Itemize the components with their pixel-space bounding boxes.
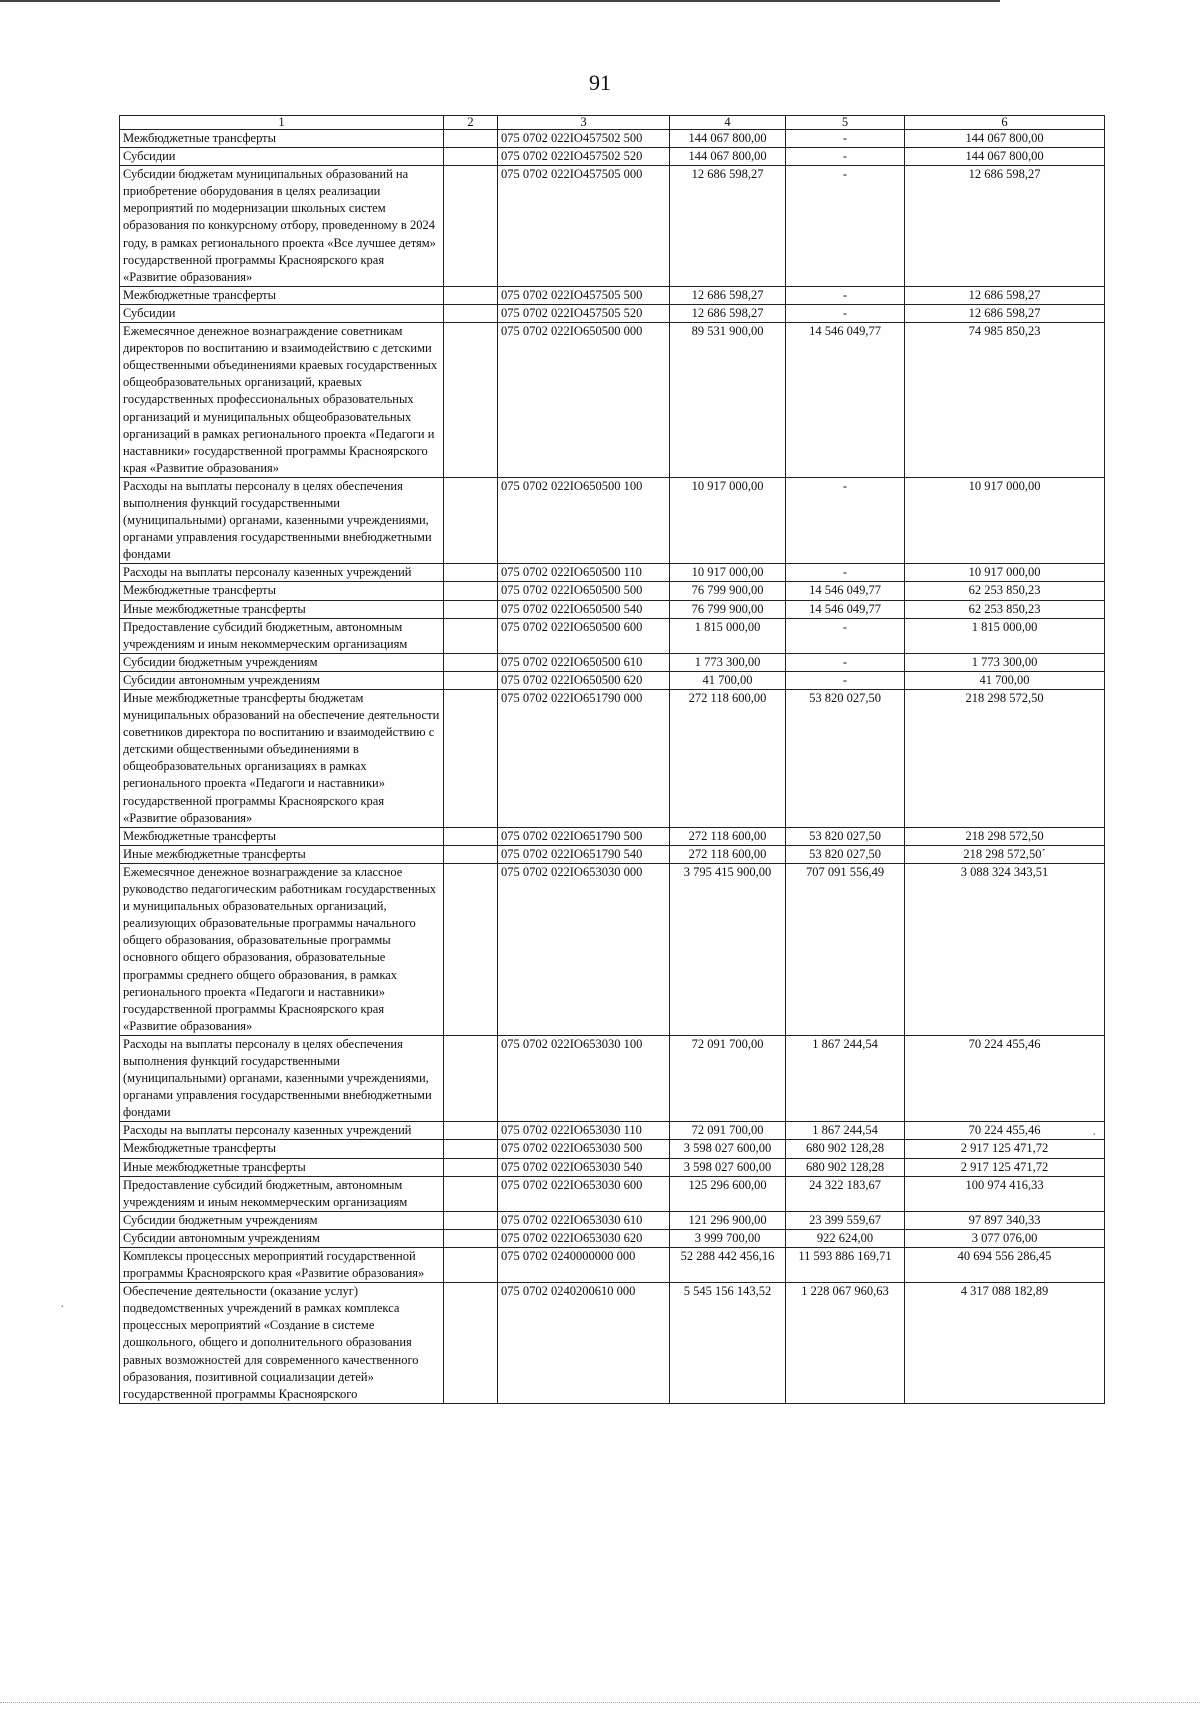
row-amount-col4: 12 686 598,27 xyxy=(670,166,786,287)
row-col2 xyxy=(444,1140,498,1158)
row-code: 075 0702 022IО653030 110 xyxy=(498,1122,670,1140)
row-description: Расходы на выплаты персоналу казенных учреждений xyxy=(120,1122,444,1140)
row-code: 075 0702 022IО457505 500 xyxy=(498,286,670,304)
row-amount-col6: 10 917 000,00 xyxy=(905,477,1105,563)
row-amount-col6: 12 686 598,27 xyxy=(905,304,1105,322)
row-amount-col5: 24 322 183,67 xyxy=(786,1176,905,1211)
row-amount-col4: 1 815 000,00 xyxy=(670,618,786,653)
row-amount-col5: - xyxy=(786,618,905,653)
row-amount-col4: 3 999 700,00 xyxy=(670,1229,786,1247)
row-description: Субсидии автономным учреждениям xyxy=(120,671,444,689)
row-amount-col5: - xyxy=(786,304,905,322)
header-col-5: 5 xyxy=(786,116,905,130)
row-description: Субсидии xyxy=(120,148,444,166)
row-col2 xyxy=(444,1229,498,1247)
table-row xyxy=(120,1211,1105,1229)
row-code: 075 0702 022IО653030 100 xyxy=(498,1035,670,1121)
row-amount-col4: 12 686 598,27 xyxy=(670,286,786,304)
row-amount-col5: 53 820 027,50 xyxy=(786,690,905,828)
row-code: 075 0702 022IО650500 110 xyxy=(498,564,670,582)
row-code: 075 0702 022IО650500 500 xyxy=(498,582,670,600)
bottom-scan-line xyxy=(0,1702,1200,1703)
row-amount-col6: 41 700,00 xyxy=(905,671,1105,689)
row-code: 075 0702 022IО650500 620 xyxy=(498,671,670,689)
row-amount-col4: 3 598 027 600,00 xyxy=(670,1158,786,1176)
row-col2 xyxy=(444,582,498,600)
row-code: 075 0702 022IО653030 540 xyxy=(498,1158,670,1176)
row-amount-col5: 14 546 049,77 xyxy=(786,600,905,618)
row-description: Предоставление субсидий бюджетным, автономным учреждениям и иным некоммерческим организациям xyxy=(120,1176,444,1211)
row-amount-col5: - xyxy=(786,286,905,304)
row-amount-col6: 100 974 416,33 xyxy=(905,1176,1105,1211)
row-col2 xyxy=(444,845,498,863)
table-row xyxy=(120,304,1105,322)
row-amount-col4: 41 700,00 xyxy=(670,671,786,689)
row-amount-col4: 76 799 900,00 xyxy=(670,582,786,600)
row-amount-col4: 144 067 800,00 xyxy=(670,130,786,148)
row-col2 xyxy=(444,166,498,287)
row-amount-col5: 680 902 128,28 xyxy=(786,1140,905,1158)
budget-table xyxy=(119,115,1105,1404)
row-description: Субсидии автономным учреждениям xyxy=(120,1229,444,1247)
row-col2 xyxy=(444,827,498,845)
table-row xyxy=(120,671,1105,689)
row-description: Межбюджетные трансферты xyxy=(120,582,444,600)
table-row xyxy=(120,1176,1105,1211)
row-code: 075 0702 022IО653030 600 xyxy=(498,1176,670,1211)
row-amount-col5: - xyxy=(786,130,905,148)
table-row xyxy=(120,845,1105,863)
row-description: Иные межбюджетные трансферты xyxy=(120,1158,444,1176)
row-description: Межбюджетные трансферты xyxy=(120,286,444,304)
row-description: Иные межбюджетные трансферты бюджетам муниципальных образований на обеспечение деятельности советников директора по воспитанию и взаимодействию с детскими общественными объединениями в общеобразовательных организациях в рамках регионального проекта «Педагоги и наставники» государственной программы Красноярского края «Развитие образования» xyxy=(120,690,444,828)
header-col-6: 6 xyxy=(905,116,1105,130)
row-amount-col6: 218 298 572,50´ xyxy=(905,845,1105,863)
row-code: 075 0702 022IО457502 520 xyxy=(498,148,670,166)
row-amount-col6: 1 815 000,00 xyxy=(905,618,1105,653)
row-amount-col6: 1 773 300,00 xyxy=(905,653,1105,671)
row-description: Межбюджетные трансферты xyxy=(120,130,444,148)
row-amount-col5: 1 867 244,54 xyxy=(786,1122,905,1140)
row-description: Комплексы процессных мероприятий государственной программы Красноярского края «Развитие образования» xyxy=(120,1248,444,1283)
row-amount-col4: 72 091 700,00 xyxy=(670,1122,786,1140)
row-amount-col6: 2 917 125 471,72 xyxy=(905,1158,1105,1176)
row-amount-col5: 1 867 244,54 xyxy=(786,1035,905,1121)
row-col2 xyxy=(444,477,498,563)
row-amount-col4: 52 288 442 456,16 xyxy=(670,1248,786,1283)
row-col2 xyxy=(444,1283,498,1404)
row-amount-col6: 144 067 800,00 xyxy=(905,130,1105,148)
row-col2 xyxy=(444,1176,498,1211)
row-amount-col6: 10 917 000,00 xyxy=(905,564,1105,582)
row-col2 xyxy=(444,286,498,304)
table-row xyxy=(120,1035,1105,1121)
row-amount-col6: 70 224 455,46 xyxy=(905,1035,1105,1121)
row-amount-col5: - xyxy=(786,477,905,563)
scan-dot: · xyxy=(60,1300,65,1315)
table-row xyxy=(120,1248,1105,1283)
row-col2 xyxy=(444,304,498,322)
row-description: Расходы на выплаты персоналу в целях обеспечения выполнения функций государственными (муниципальными) органами, казенными учреждениями, органами управления государственными внебюджетными фондами xyxy=(120,477,444,563)
row-col2 xyxy=(444,1035,498,1121)
row-amount-col6: 97 897 340,33 xyxy=(905,1211,1105,1229)
row-amount-col6: 12 686 598,27 xyxy=(905,286,1105,304)
row-code: 075 0702 022IО650500 000 xyxy=(498,323,670,478)
row-amount-col6: 12 686 598,27 xyxy=(905,166,1105,287)
row-amount-col5: - xyxy=(786,564,905,582)
row-amount-col6: 40 694 556 286,45 xyxy=(905,1248,1105,1283)
row-amount-col4: 272 118 600,00 xyxy=(670,690,786,828)
row-description: Субсидии бюджетным учреждениям xyxy=(120,1211,444,1229)
row-amount-col4: 12 686 598,27 xyxy=(670,304,786,322)
table-row xyxy=(120,1283,1105,1404)
row-amount-col6: 62 253 850,23 xyxy=(905,600,1105,618)
row-code: 075 0702 022IО457505 000 xyxy=(498,166,670,287)
row-amount-col5: 680 902 128,28 xyxy=(786,1158,905,1176)
table-row xyxy=(120,582,1105,600)
row-amount-col5: 14 546 049,77 xyxy=(786,582,905,600)
row-amount-col4: 272 118 600,00 xyxy=(670,827,786,845)
table-row xyxy=(120,564,1105,582)
row-amount-col5: - xyxy=(786,653,905,671)
row-description: Расходы на выплаты персоналу в целях обеспечения выполнения функций государственными (муниципальными) органами, казенными учреждениями, органами управления государственными внебюджетными фондами xyxy=(120,1035,444,1121)
table-header-row xyxy=(120,116,1105,130)
table-row xyxy=(120,600,1105,618)
row-amount-col4: 89 531 900,00 xyxy=(670,323,786,478)
table-row xyxy=(120,130,1105,148)
row-amount-col4: 10 917 000,00 xyxy=(670,477,786,563)
row-amount-col5: 11 593 886 169,71 xyxy=(786,1248,905,1283)
row-amount-col5: 1 228 067 960,63 xyxy=(786,1283,905,1404)
row-amount-col6: 3 077 076,00 xyxy=(905,1229,1105,1247)
row-description: Предоставление субсидий бюджетным, автономным учреждениям и иным некоммерческим организациям xyxy=(120,618,444,653)
row-code: 075 0702 022IО457505 520 xyxy=(498,304,670,322)
row-amount-col5: 922 624,00 xyxy=(786,1229,905,1247)
row-amount-col4: 5 545 156 143,52 xyxy=(670,1283,786,1404)
table-row xyxy=(120,323,1105,478)
row-col2 xyxy=(444,1211,498,1229)
scan-dot: · xyxy=(1092,1128,1097,1143)
row-code: 075 0702 022IО651790 500 xyxy=(498,827,670,845)
table-row xyxy=(120,690,1105,828)
row-amount-col6: 70 224 455,46 xyxy=(905,1122,1105,1140)
row-amount-col4: 3 598 027 600,00 xyxy=(670,1140,786,1158)
row-code: 075 0702 022IО651790 000 xyxy=(498,690,670,828)
row-description: Ежемесячное денежное вознаграждение советникам директоров по воспитанию и взаимодействию с детскими общественными объединениями краевых государственных общеобразовательных организаций, краевых государственных профессиональных образовательных организаций и муниципальных общеобразовательных организаций в рамках регионального проекта «Педагоги и наставники» государственной программы Красноярского края «Развитие образования» xyxy=(120,323,444,478)
row-col2 xyxy=(444,1158,498,1176)
table-row xyxy=(120,286,1105,304)
row-description: Ежемесячное денежное вознаграждение за классное руководство педагогическим работникам государственных и муниципальных образовательных организаций, реализующих образовательные программы начального общего образования, образовательные программы основного общего образования, образовательные программы среднего общего образования, в рамках регионального проекта «Педагоги и наставники» государственной программы Красноярского края «Развитие образования» xyxy=(120,863,444,1035)
row-description: Иные межбюджетные трансферты xyxy=(120,600,444,618)
header-col-2: 2 xyxy=(444,116,498,130)
row-code: 075 0702 022IО457502 500 xyxy=(498,130,670,148)
table-row xyxy=(120,1229,1105,1247)
row-col2 xyxy=(444,323,498,478)
row-description: Субсидии бюджетным учреждениям xyxy=(120,653,444,671)
top-border-line xyxy=(0,0,1000,2)
table-row xyxy=(120,1158,1105,1176)
row-amount-col6: 74 985 850,23 xyxy=(905,323,1105,478)
row-description: Обеспечение деятельности (оказание услуг) подведомственных учреждений в рамках комплекса процессных мероприятий «Создание в системе дошкольного, общего и дополнительного образования равных возможностей для современного качественного образования, позитивной социализации детей» государственной программы Красноярского xyxy=(120,1283,444,1404)
table-row xyxy=(120,166,1105,287)
row-code: 075 0702 0240000000 000 xyxy=(498,1248,670,1283)
row-amount-col4: 10 917 000,00 xyxy=(670,564,786,582)
row-amount-col6: 218 298 572,50 xyxy=(905,690,1105,828)
row-amount-col4: 121 296 900,00 xyxy=(670,1211,786,1229)
row-code: 075 0702 022IО650500 610 xyxy=(498,653,670,671)
row-amount-col4: 144 067 800,00 xyxy=(670,148,786,166)
table-row xyxy=(120,618,1105,653)
row-amount-col5: 53 820 027,50 xyxy=(786,827,905,845)
table-row xyxy=(120,148,1105,166)
row-amount-col6: 144 067 800,00 xyxy=(905,148,1105,166)
page-number: 91 xyxy=(589,70,611,95)
row-col2 xyxy=(444,863,498,1035)
row-description: Иные межбюджетные трансферты xyxy=(120,845,444,863)
table-row xyxy=(120,1140,1105,1158)
row-col2 xyxy=(444,671,498,689)
table-row xyxy=(120,863,1105,1035)
table-row xyxy=(120,477,1105,563)
row-amount-col5: - xyxy=(786,671,905,689)
header-col-4: 4 xyxy=(670,116,786,130)
row-code: 075 0702 022IО653030 610 xyxy=(498,1211,670,1229)
row-code: 075 0702 022IО653030 620 xyxy=(498,1229,670,1247)
row-amount-col5: - xyxy=(786,148,905,166)
row-amount-col6: 3 088 324 343,51 xyxy=(905,863,1105,1035)
row-code: 075 0702 0240200610 000 xyxy=(498,1283,670,1404)
row-col2 xyxy=(444,653,498,671)
table-row xyxy=(120,1122,1105,1140)
header-col-3: 3 xyxy=(498,116,670,130)
row-code: 075 0702 022IО651790 540 xyxy=(498,845,670,863)
row-col2 xyxy=(444,600,498,618)
row-col2 xyxy=(444,1248,498,1283)
row-amount-col4: 3 795 415 900,00 xyxy=(670,863,786,1035)
table-row xyxy=(120,827,1105,845)
row-description: Межбюджетные трансферты xyxy=(120,827,444,845)
row-description: Расходы на выплаты персоналу казенных учреждений xyxy=(120,564,444,582)
row-description: Субсидии xyxy=(120,304,444,322)
row-description: Субсидии бюджетам муниципальных образований на приобретение оборудования в целях реализации мероприятий по модернизации школьных систем образования по конкурсному отбору, проведенному в 2024 году, в рамках регионального проекта «Все лучшее детям» государственной программы Красноярского края «Развитие образования» xyxy=(120,166,444,287)
row-amount-col6: 62 253 850,23 xyxy=(905,582,1105,600)
row-col2 xyxy=(444,618,498,653)
row-code: 075 0702 022IО653030 000 xyxy=(498,863,670,1035)
row-amount-col5: 14 546 049,77 xyxy=(786,323,905,478)
row-code: 075 0702 022IО653030 500 xyxy=(498,1140,670,1158)
row-amount-col4: 72 091 700,00 xyxy=(670,1035,786,1121)
row-amount-col4: 125 296 600,00 xyxy=(670,1176,786,1211)
row-col2 xyxy=(444,148,498,166)
row-amount-col5: 707 091 556,49 xyxy=(786,863,905,1035)
row-amount-col6: 2 917 125 471,72 xyxy=(905,1140,1105,1158)
row-col2 xyxy=(444,1122,498,1140)
row-amount-col4: 272 118 600,00 xyxy=(670,845,786,863)
row-amount-col5: 53 820 027,50 xyxy=(786,845,905,863)
row-code: 075 0702 022IО650500 100 xyxy=(498,477,670,563)
row-amount-col6: 218 298 572,50 xyxy=(905,827,1105,845)
table-row xyxy=(120,653,1105,671)
row-code: 075 0702 022IО650500 540 xyxy=(498,600,670,618)
row-code: 075 0702 022IО650500 600 xyxy=(498,618,670,653)
row-amount-col4: 76 799 900,00 xyxy=(670,600,786,618)
header-col-1: 1 xyxy=(120,116,444,130)
row-amount-col5: - xyxy=(786,166,905,287)
row-col2 xyxy=(444,690,498,828)
row-amount-col4: 1 773 300,00 xyxy=(670,653,786,671)
table-body xyxy=(120,130,1105,1404)
row-col2 xyxy=(444,130,498,148)
row-amount-col6: 4 317 088 182,89 xyxy=(905,1283,1105,1404)
row-description: Межбюджетные трансферты xyxy=(120,1140,444,1158)
row-col2 xyxy=(444,564,498,582)
row-amount-col5: 23 399 559,67 xyxy=(786,1211,905,1229)
